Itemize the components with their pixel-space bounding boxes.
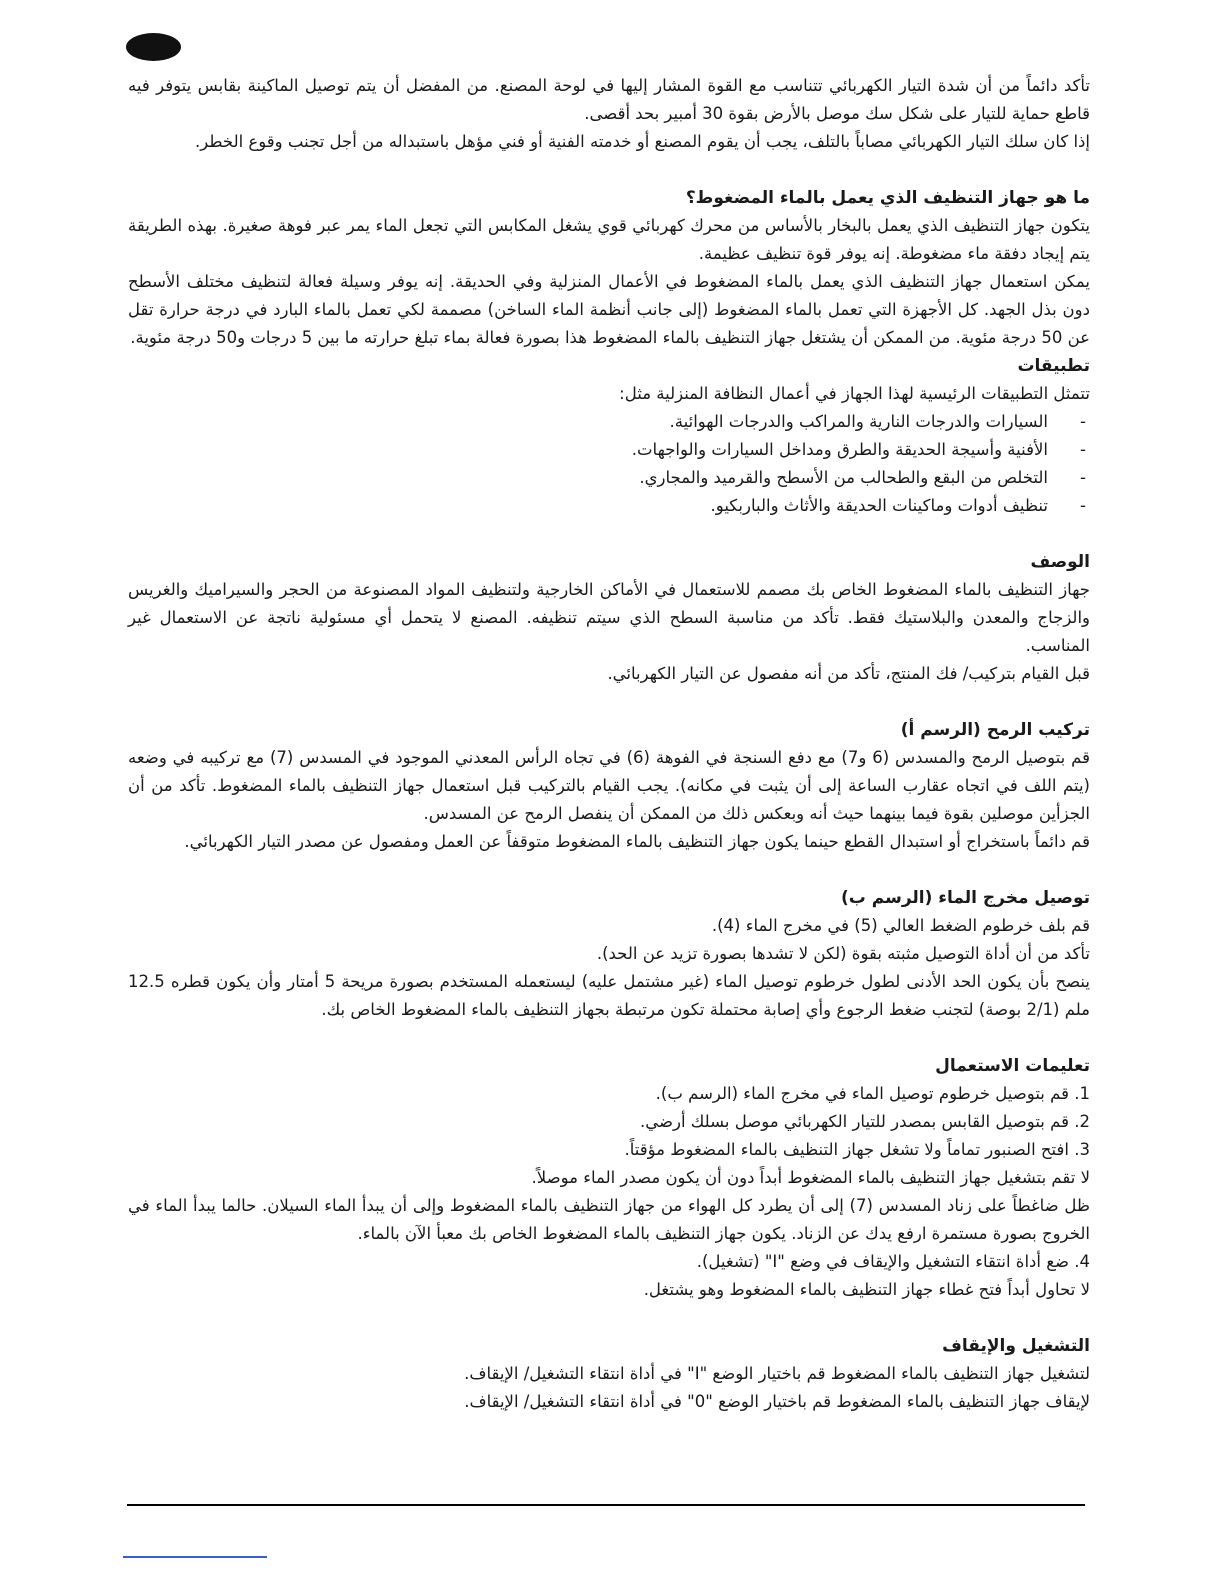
section-paragraph: ينصح بأن يكون الحد الأدنى لطول خرطوم توصيل الماء (غير مشتمل عليه) ليستعمله المستخدم بصورة مريحة 5 أمتار وأن يكون قطره 12.5 ملم (2/1 بوصة) لتجنب ضغط الرجوع وأي إصابة محتملة تكون مرتبطة بجهاز التنظيف بالماء المضغوط الخاص بك. — [128, 972, 1090, 1019]
section-title: تطبيقات — [1017, 356, 1090, 376]
language-badge — [126, 33, 181, 61]
section-title: الوصف — [1030, 552, 1090, 572]
list-item: - تنظيف أدوات وماكينات الحديقة والأثاث والباربكيو. — [128, 492, 1090, 520]
instruction-line: ظل ضاغطاً على زناد المسدس (7) إلى أن يطرد كل الهواء من جهاز التنظيف بالماء المضغوط وإلى أن يبدأ الماء السيلان. حالما يبدأ الماء في الخروج بصورة مستمرة ارفع يدك عن الزناد. يكون جهاز التنظيف بالماء المضغوط الخاص بك معبأ الآن بالماء. — [128, 1196, 1090, 1243]
intro-paragraph: تأكد دائماً من أن شدة التيار الكهربائي تتناسب مع القوة المشار إليها في لوحة المصنع. من المفضل أن يتم توصيل الماكينة بقابس يتوفر فيه قاطع حماية للتيار على شكل سك موصل بالأرض بقوة 30 أمبير بحد أقصى. — [128, 76, 1090, 123]
section-paragraph: لإيقاف جهاز التنظيف بالماء المضغوط قم باختيار الوضع "0" في أداة انتقاء التشغيل/ الإيقاف. — [464, 1392, 1090, 1411]
instruction-line: 2. قم بتوصيل القابس بمصدر للتيار الكهربائي موصل بسلك أرضي. — [639, 1112, 1090, 1131]
section-title: التشغيل والإيقاف — [942, 1336, 1090, 1356]
section-paragraph: يتكون جهاز التنظيف الذي يعمل بالبخار بالأساس من محرك كهربائي قوي يشغل المكابس التي تجعل الماء يمر عبر فوهة صغيرة. بهذه الطريقة يتم إيجاد دفقة ماء مضغوطة. إنه يوفر قوة تنظيف عظيمة. — [128, 216, 1090, 263]
instruction-line: 4. ضع أداة انتقاء التشغيل والإيقاف في وضع "I" (تشغيل). — [696, 1252, 1090, 1271]
section-title: تركيب الرمح (الرسم أ) — [900, 720, 1090, 740]
instruction-line: 3. افتح الصنبور تماماً ولا تشغل جهاز التنظيف بالماء المضغوط مؤقتاً. — [624, 1140, 1090, 1159]
document-body — [128, 72, 1090, 1416]
footer-accent-line — [123, 1556, 267, 1558]
section-paragraph: يمكن استعمال جهاز التنظيف الذي يعمل بالماء المضغوط في الأعمال المنزلية وفي الحديقة. إنه يوفر وسيلة فعالة لتنظيف مختلف الأسطح دون بذل الجهد. كل الأجهزة التي تعمل بالماء المضغوط (إلى جانب أنظمة الماء الساخن) مصممة لكي تعمل بالماء البارد في درجة حرارة تقل عن 50 درجة مئوية. من الممكن أن يشتغل جهاز التنظيف بالماء المضغوط هذا بصورة فعالة بماء تبلغ حرارته ما بين 5 درجات و50 درجة مئوية. — [128, 272, 1090, 347]
list-item: - الأفنية وأسيجة الحديقة والطرق ومداخل السيارات والواجهات. — [128, 436, 1090, 464]
intro-paragraph: إذا كان سلك التيار الكهربائي مصاباً بالتلف، يجب أن يقوم المصنع أو خدمته الفنية أو فني مؤهل باستبداله من أجل تجنب وقوع الخطر. — [195, 132, 1090, 151]
list-item: - التخلص من البقع والطحالب من الأسطح والقرميد والمجاري. — [128, 464, 1090, 492]
section-paragraph: جهاز التنظيف بالماء المضغوط الخاص بك مصمم للاستعمال في الأماكن الخارجية ولتنظيف المواد المصنوعة من الحجر والسيراميك والغريس والزجاج والمعدن والبلاستيك فقط. تأكد من مناسبة السطح الذي سيتم تنظيفه. المصنع لا يتحمل أي مسئولية ناتجة عن الاستعمال غير المناسب. — [128, 580, 1090, 655]
instruction-line: لا تقم بتشغيل جهاز التنظيف بالماء المضغوط أبداً دون أن يكون مصدر الماء موصلاً. — [531, 1168, 1090, 1187]
section-paragraph: قبل القيام بتركيب/ فك المنتج، تأكد من أنه مفصول عن التيار الكهربائي. — [607, 664, 1090, 683]
section-paragraph: قم بلف خرطوم الضغط العالي (5) في مخرج الماء (4). — [711, 916, 1090, 935]
list-item: - السيارات والدرجات النارية والمراكب والدرجات الهوائية. — [128, 408, 1090, 436]
section-paragraph: قم دائماً باستخراج أو استبدال القطع حينما يكون جهاز التنظيف بالماء المضغوط متوقفاً عن العمل ومفصول عن مصدر التيار الكهربائي. — [184, 832, 1090, 851]
section-paragraph: قم بتوصيل الرمح والمسدس (6 و7) مع دفع السنجة في الفوهة (6) في تجاه الرأس المعدني الموجود في المسدس (7) مع تركيبه في وضعه (يتم اللف في اتجاه عقارب الساعة إلى أن يثبت في مكانه). يجب القيام بالتركيب قبل استعمال جهاز التنظيف بالماء المضغوط. تأكد من أن الجزأين موصلين بقوة فيما بينهما حيث أنه وبعكس ذلك من الممكن أن ينفصل الرمح عن المسدس. — [128, 748, 1090, 823]
instruction-line: لا تحاول أبداً فتح غطاء جهاز التنظيف بالماء المضغوط وهو يشتغل. — [643, 1280, 1090, 1299]
section-paragraph: تأكد من أن أداة التوصيل مثبته بقوة (لكن لا تشدها بصورة تزيد عن الحد). — [596, 944, 1090, 963]
section-paragraph: تتمثل التطبيقات الرئيسية لهذا الجهاز في أعمال النظافة المنزلية مثل: — [619, 384, 1090, 403]
applications-list — [128, 408, 1090, 520]
section-paragraph: لتشغيل جهاز التنظيف بالماء المضغوط قم باختيار الوضع "I" في أداة انتقاء التشغيل/ الإيقاف. — [464, 1364, 1090, 1383]
section-title: توصيل مخرج الماء (الرسم ب) — [841, 888, 1090, 908]
footer-rule — [127, 1504, 1085, 1506]
section-title: تعليمات الاستعمال — [935, 1056, 1090, 1076]
section-title: ما هو جهاز التنظيف الذي يعمل بالماء المضغوط؟ — [685, 188, 1090, 208]
instruction-line: 1. قم بتوصيل خرطوم توصيل الماء في مخرج الماء (الرسم ب). — [655, 1084, 1090, 1103]
